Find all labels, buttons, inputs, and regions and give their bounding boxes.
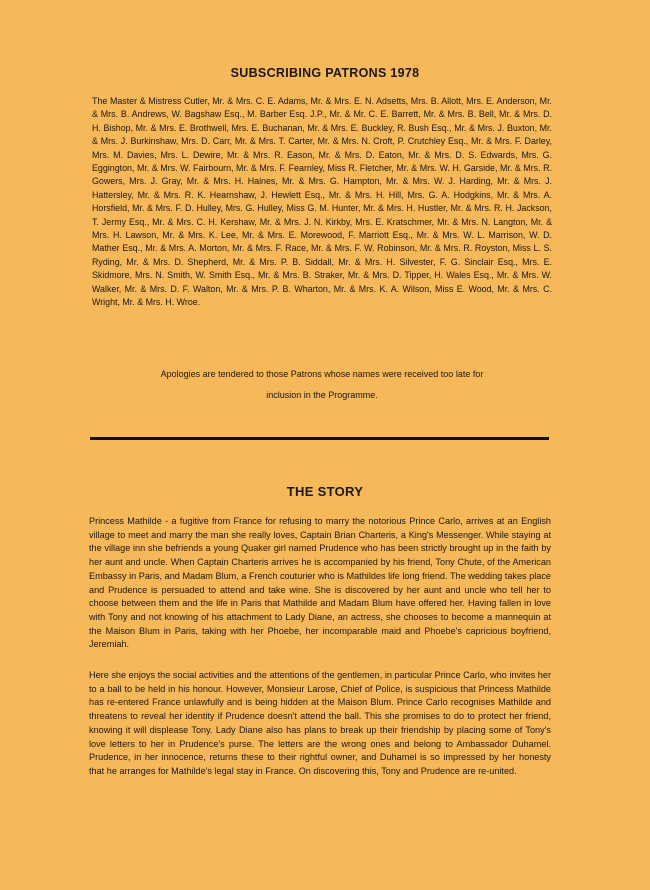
section-divider	[90, 437, 549, 440]
patrons-list: The Master & Mistress Cutler, Mr. & Mrs. C. E. Adams, Mr. & Mrs. E. N. Adsetts, Mrs. B. Allott, Mrs. E. Anderson, Mr. & Mrs. B. Andrews, W. Bagshaw Esq., M. Barber Esq. J.P., Mr. & Mr. C. E. Barrett, Mr. & Mrs. B. Bell, Mr. & Mrs. D. H. Bishop, Mr. & Mrs. E. Brothwell, Mrs. E. Buchanan, Mr. & Mrs. E. Buckley, R. Bush Esq., Mr. & Mrs. J. Buxton, Mr. & Mrs. J. Burkinshaw, Mrs. D. Carr, Mr. & Mrs. T. Carter, Mr. & Mrs. N. Croft, P. Crutchley Esq., Mr. & Mrs. F. Darley, Mrs. M. Davies, Mrs. L. Dewire, Mr. & Mrs. R. Eason, Mr. & Mrs. D. Eaton, Mr. & Mrs. D. S. Edwards, Mrs. G. Eggington, Mr. & Mrs. W. Fairbourn, Mr. & Mrs. F. Fearnley, Miss R. Fletcher, Mr. & Mrs. W. H. Garside, Mr. & Mrs. R. Gowers, Mrs. J. Gray, Mr. & Mrs. H. Haines, Mr. & Mrs. G. Hampton, Mr. & Mrs. W. J. Harding, Mr. & Mrs. J. Hattersley, Mr. & Mrs. R. K. Hearnshaw, J. Hewlett Esq., Mr. & Mrs. H. Hill, Mrs. G. A. Hodgkins, Mr. & Mrs. A. Horsfield, Mr. & Mrs. F. D. Hulley, Mrs. G. Hulley, Miss G. M. Hunter, Mr. & Mrs. H. Hustler, Mr. & Mrs. R. H. Jackson, T. Jermy Esq., Mr. & Mrs. C. H. Kershaw, Mr. & Mrs. J. N. Kirkby, Mrs. E. Kratschmer, Mr. & Mrs. N. Langton, Mr. & Mrs. H. Lawson, Mr. & Mrs. K. Lee, Mr. & Mrs. E. Morewood, F. Marriott Esq., Mr. & Mrs. W. L. Marrison, W. D. Mather Esq., Mr. & Mrs. A. Morton, Mr. & Mrs. F. Race, Mr. & Mrs. F. W. Robinson, Mr. & Mrs. R. Royston, Miss L. S. Ryding, Mr. & Mrs. D. Shepherd, Mr. & Mrs. P. B. Siddall, Mr. & Mrs. H. Silvester, F. G. Sinclair Esq., Mrs. E. Skidmore, Mrs. N. Smith, W. Smith Esq., Mr. & Mrs. B. Straker, Mr. & Mrs. D. Tipper, H. Wales Esq., Mr. & Mrs. W. Walker, Mr. & Mrs. D. F. Walton, Mr. & Mrs. P. B. Wharton, Mr. & Mrs. K. A. Wilson, Miss E. Wood, Mr. & Mrs. C. Wright, Mr. & Mrs. H. Wroe.	[92, 96, 552, 308]
story-paragraph-1: Princess Mathilde - a fugitive from France for refusing to marry the notorious Prince Carlo, arrives at an English village to meet and marry the man she really loves, Captain Brian Charteris, a King's Messenger. While staying at the village inn she befriends a young Quaker girl named Prudence who has been strictly brought up in the faith by her aunt and uncle. When Captain Charteris arrives he is accompanied by his friend, Tony Chute, of the American Embassy in Paris, and Madam Blum, a French couturier who is Mathildes life long friend. The wedding takes place and Prudence is persuaded to attend and take wine. She is discovered by her aunt and uncle who tell her to choose between them and the life in Paris that Mathilde and Madam Blum have offered her. Having fallen in love with Tony and not knowing of his attachment to Lady Diane, an actress, she chooses to become a mannequin at the Maison Blum in Paris, taking with her Phoebe, her incomparable maid and Phoebe's capricious boyfriend, Jeremiah.	[89, 516, 551, 650]
patrons-heading: SUBSCRIBING PATRONS 1978	[230, 66, 420, 80]
story-paragraph-2: Here she enjoys the social activities and the attentions of the gentlemen, in particular Prince Carlo, who invites her to a ball to be held in his honour. However, Monsieur Larose, Chief of Police, is suspicious that Princess Mathilde has re-entered France unlawfully and is being hidden at the Maison Blum. Prince Carlo recognises Mathilde and threatens to reveal her identity if Prudence doesn't attend the ball. This she promises to do to protect her friend, knowing it will displease Tony. Lady Diane also has plans to break up their friendship by placing some of Tony's love letters to her in Prudence's purse. The letters are the wrong ones and belong to Ambassador Duhamel. Prudence, in her innocence, returns these to their rightful owner, and Duhamel is so impressed by her honesty that he arranges for Mathilde's legal stay in France. On discovering this, Tony and Prudence are re-united.	[89, 670, 551, 776]
apology-line-1: Apologies are tendered to those Patrons whose names were received too late for	[160, 369, 484, 379]
apology-line-2: inclusion in the Programme.	[266, 390, 378, 400]
apology-note	[92, 364, 552, 406]
story-heading: THE STORY	[286, 484, 364, 499]
